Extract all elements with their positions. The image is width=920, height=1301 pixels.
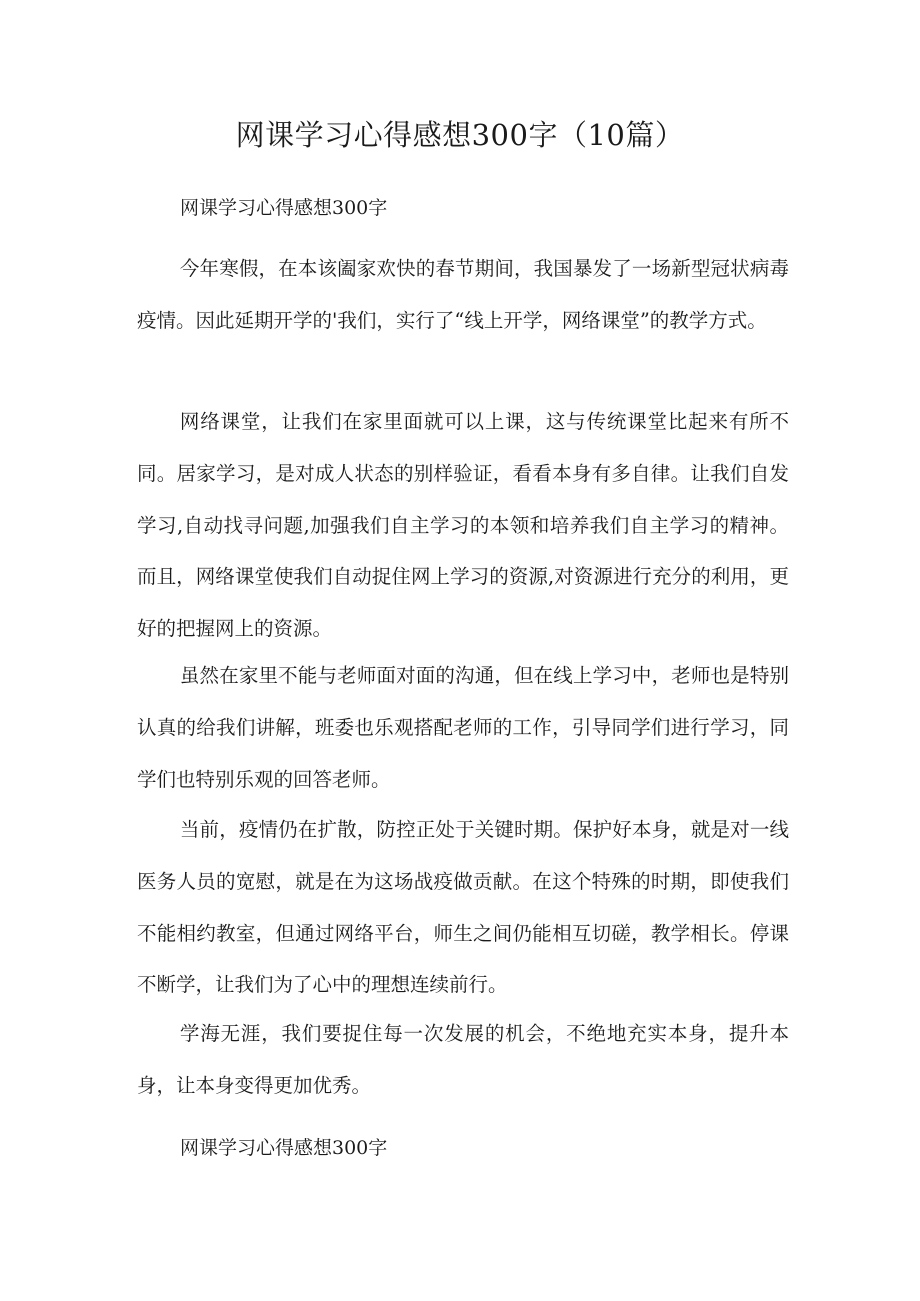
paragraph-3: 虽然在家里不能与老师面对面的沟通，但在线上学习中，老师也是特别认真的给我们讲解，班委也乐观搭配老师的工作，引导同学们进行学习，同学们也特别乐观的回答老师。: [137, 664, 789, 791]
paragraph-5: 学海无涯，我们要捉住每一次发展的机会，不绝地充实本身，提升本身，让本身变得更加优秀。: [137, 1022, 789, 1097]
section-heading-1: 网课学习心得感想300字: [180, 197, 388, 219]
section-heading-2: 网课学习心得感想300字: [180, 1137, 388, 1159]
document-title: 网课学习心得感想300字（10篇）: [235, 118, 685, 152]
paragraph-4: 当前，疫情仍在扩散，防控正处于关键时期。保护好本身，就是对一线医务人员的宽慰，就是在为这场战疫做贡献。在这个特殊的时期，即使我们不能相约教室，但通过网络平台，师生之间仍能相互切磋，教学相长。停课不断学，让我们为了心中的理想连续前行。: [137, 818, 789, 997]
paragraph-1: 今年寒假，在本该阖家欢快的春节期间，我国暴发了一场新型冠状病毒疫情。因此延期开学的'我们，实行了“线上开学，网络课堂”的教学方式。: [137, 257, 789, 332]
paragraph-2: 网络课堂，让我们在家里面就可以上课，这与传统课堂比起来有所不同。居家学习，是对成人状态的别样验证，看看本身有多自律。让我们自发学习,自动找寻问题,加强我们自主学习的本领和培养我们自主学习的精神。而且，网络课堂使我们自动捉住网上学习的资源,对资源进行充分的利用，更好的把握网上的资源。: [137, 410, 789, 641]
